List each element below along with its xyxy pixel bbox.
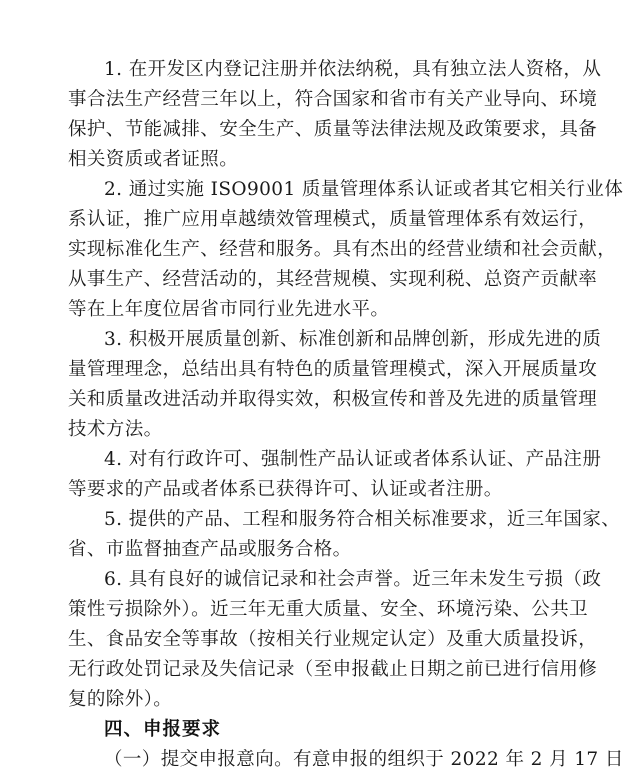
criterion-2-line-3: 实现标准化生产、经营和服务。具有杰出的经营业绩和社会贡献，: [68, 239, 617, 260]
criterion-2-line-1: 2. 通过实施 ISO9001 质量管理体系认证或者其它相关行业体: [104, 179, 624, 200]
criterion-1-line-1: 1. 在开发区内登记注册并依法纳税，具有独立法人资格，从: [104, 59, 602, 80]
criterion-1-line-2: 事合法生产经营三年以上，符合国家和省市有关产业导向、环境: [68, 89, 598, 110]
criterion-1-line-3: 保护、节能减排、安全生产、质量等法律法规及政策要求，具备: [68, 119, 598, 140]
criterion-1-line-4: 相关资质或者证照。: [68, 149, 239, 170]
criterion-6-line-4: 无行政处罚记录及失信记录（至申报截止日期之前已进行信用修: [68, 659, 598, 680]
criterion-4-line-1: 4. 对有行政许可、强制性产品认证或者体系认证、产品注册: [104, 449, 602, 470]
criterion-3-line-3: 关和质量改进活动并取得实效，积极宣传和普及先进的质量管理: [68, 389, 598, 410]
criterion-6-line-5: 复的除外）。: [68, 689, 173, 710]
criterion-3-line-1: 3. 积极开展质量创新、标准创新和品牌创新，形成先进的质: [104, 329, 602, 350]
criterion-2-line-4: 从事生产、经营活动的，其经营规模、实现利税、总资产贡献率: [68, 269, 598, 290]
criterion-3-line-2: 量管理理念，总结出具有特色的质量管理模式，深入开展质量攻: [68, 359, 598, 380]
criterion-2-line-2: 系认证，推广应用卓越绩效管理模式，质量管理体系有效运行，: [68, 209, 598, 230]
criterion-5-line-1: 5. 提供的产品、工程和服务符合相关标准要求，近三年国家、: [104, 509, 621, 530]
criterion-4-line-2: 等要求的产品或者体系已获得许可、认证或者注册。: [68, 479, 503, 500]
criterion-3-line-4: 技术方法。: [68, 419, 163, 440]
criterion-6-line-2: 策性亏损除外）。近三年无重大质量、安全、环境污染、公共卫: [68, 599, 588, 620]
criterion-2-line-5: 等在上年度位居省市同行业先进水平。: [68, 299, 390, 320]
criterion-6-line-3: 生、食品安全等事故（按相关行业规定认定）及重大质量投诉，: [68, 629, 598, 650]
section-heading-application-requirements: 四、申报要求: [104, 719, 222, 740]
criterion-5-line-2: 省、市监督抽查产品或服务合格。: [68, 539, 352, 560]
requirement-1-line-1: （一）提交申报意向。有意申报的组织于 2022 年 2 月 17 日: [104, 749, 624, 770]
criterion-6-line-1: 6. 具有良好的诚信记录和社会声誉。近三年未发生亏损（政: [104, 569, 602, 590]
